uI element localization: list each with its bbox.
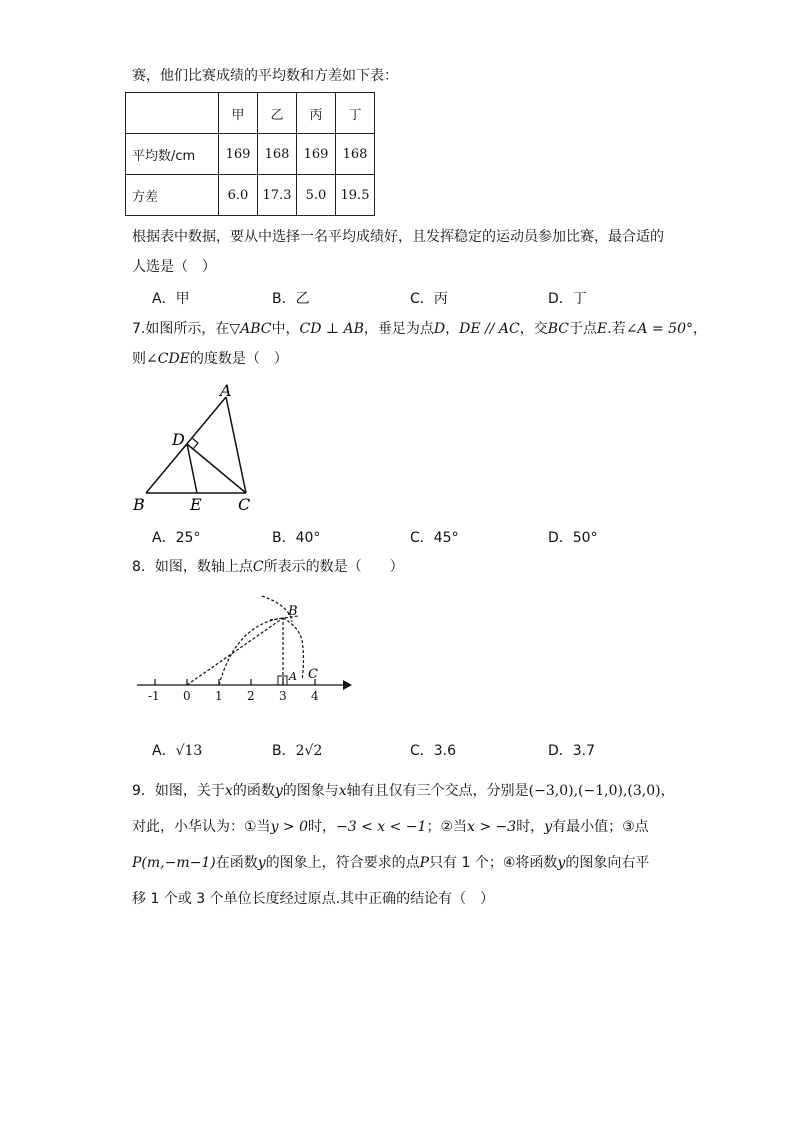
row-label: 平均数/cm <box>126 134 219 175</box>
q7-number: 7. <box>132 321 146 337</box>
label-c: C <box>308 667 318 682</box>
label-a: A <box>289 670 297 683</box>
q9-math: −3 < x < −1 <box>336 819 427 835</box>
label-e: E <box>190 495 202 514</box>
table-cell: 17.3 <box>258 175 297 216</box>
q7-text-line1 <box>132 319 707 339</box>
q9-math: y <box>557 855 566 871</box>
table-cell: 168 <box>336 134 375 175</box>
q9-text: 的图象向右平 <box>565 855 650 871</box>
segment-ab <box>146 397 226 493</box>
segment-ob <box>187 618 283 685</box>
q9-math: x > −3 <box>467 819 517 835</box>
arc-from-1 <box>219 618 283 685</box>
q9-text-line3 <box>132 853 649 873</box>
q7-option-c[interactable]: C．45° <box>410 530 459 546</box>
table-header-cell <box>126 93 219 134</box>
q7-option-b[interactable]: B．40° <box>272 530 321 546</box>
q7-option-d[interactable]: D．50° <box>548 530 598 546</box>
intro-text: 赛，他们比赛成绩的平均数和方差如下表： <box>132 68 398 84</box>
q8-option-b[interactable] <box>272 740 322 760</box>
table-header-cell: 乙 <box>258 93 297 134</box>
q9-math: P <box>419 855 430 871</box>
q9-math: y > 0 <box>270 819 309 835</box>
q7-text: 于点 <box>569 321 598 337</box>
table-header-row <box>126 93 375 134</box>
q7-text: 则 <box>132 351 146 367</box>
q7-text: ， <box>693 321 707 337</box>
q9-text: 时， <box>308 819 337 835</box>
axis-arrow-icon <box>343 680 352 690</box>
table-row <box>126 175 375 216</box>
q9-point-p: P(m,−m−1) <box>132 855 216 871</box>
q8-point-c: C <box>252 559 264 575</box>
q9-text: ；②当 <box>426 819 468 835</box>
q9-math: y <box>544 819 553 835</box>
q8-text-part: 8．如图，数轴上点 <box>132 559 253 575</box>
segment-cd <box>187 444 246 493</box>
q9-math: y <box>274 783 283 799</box>
q9-text: 的图象上，符合要求的点 <box>265 855 420 871</box>
table-cell: 6.0 <box>219 175 258 216</box>
q6-option-c[interactable]: C．丙 <box>410 291 448 307</box>
q9-math: y <box>257 855 266 871</box>
q7-condition-perpendicular: CD ⊥ AB <box>299 321 364 337</box>
arc-to-c <box>283 618 304 680</box>
arc-at-b <box>262 596 292 622</box>
q7-angle-cde: ∠CDE <box>146 351 190 367</box>
q8-option-b-value: 2√2 <box>295 743 323 759</box>
q7-text-line2 <box>132 349 288 369</box>
q7-point-d: D <box>433 321 446 337</box>
tick-label: 4 <box>311 689 319 703</box>
q7-text: ，垂足为点 <box>363 321 434 337</box>
label-a: A <box>220 381 232 400</box>
q9-text-line2 <box>132 817 649 837</box>
table-cell: 169 <box>297 134 336 175</box>
tick-label: 2 <box>247 689 255 703</box>
q7-text: 的度数是（ ） <box>189 351 288 367</box>
q9-math: x <box>338 783 347 799</box>
tick-label: 3 <box>279 689 287 703</box>
table-cell: 5.0 <box>297 175 336 216</box>
q9-text: 时， <box>516 819 545 835</box>
segment-de <box>187 444 197 493</box>
right-angle-mark <box>192 438 198 449</box>
tick-label: 0 <box>183 689 191 703</box>
table-header-cell: 丁 <box>336 93 375 134</box>
q7-angle-a: ∠A = 50° <box>625 321 693 337</box>
segment-ac <box>226 397 246 493</box>
q7-text: .若 <box>607 321 626 337</box>
q9-text: ， <box>660 783 675 799</box>
q9-text: 有最小值；③点 <box>552 819 649 835</box>
q8-option-a-label: A． <box>152 743 176 759</box>
arc-mark-b <box>270 616 298 620</box>
row-label: 方差 <box>126 175 219 216</box>
label-b: B <box>288 604 298 619</box>
q8-option-b-label: B． <box>272 743 296 759</box>
q6-option-a[interactable]: A．甲 <box>152 291 190 307</box>
q7-text: 中， <box>271 321 300 337</box>
q8-option-a[interactable] <box>152 740 202 760</box>
table-row <box>126 134 375 175</box>
q9-text: 轴有且仅有三个交点，分别是 <box>346 783 529 799</box>
score-table <box>125 92 375 216</box>
q9-text-line4: 移 1 个或 3 个单位长度经过原点.其中正确的结论有（ ） <box>132 891 495 907</box>
q8-text-part: 所表示的数是（ ） <box>263 559 404 575</box>
tick-label: -1 <box>148 689 160 703</box>
q8-option-d[interactable]: D．3.7 <box>548 743 596 759</box>
q7-text: ， <box>445 321 460 337</box>
table-cell: 169 <box>219 134 258 175</box>
q6-text-line1: 根据表中数据，要从中选择一名平均成绩好，且发挥稳定的运动员参加比赛，最合适的 <box>132 229 664 245</box>
q7-point-e: E <box>597 321 608 337</box>
right-angle-mark <box>278 676 287 685</box>
table-cell: 168 <box>258 134 297 175</box>
q9-text-line1 <box>132 781 675 801</box>
q7-segment-bc: BC <box>547 321 570 337</box>
q9-math: x <box>224 783 233 799</box>
q8-text <box>132 557 404 577</box>
q9-text: 的图象与 <box>282 783 339 799</box>
q7-option-a[interactable]: A．25° <box>152 530 201 546</box>
q9-intersection-points: (−3,0),(−1,0),(3,0) <box>528 783 661 799</box>
table-cell: 19.5 <box>336 175 375 216</box>
table-header-cell: 甲 <box>219 93 258 134</box>
q8-option-c[interactable]: C．3.6 <box>410 743 457 759</box>
q9-text: 的函数 <box>232 783 275 799</box>
q9-text: 对此，小华认为：①当 <box>132 819 271 835</box>
q9-text: 9．如图，关于 <box>132 783 225 799</box>
q6-text-line2: 人选是（ ） <box>132 259 216 275</box>
q7-text: ，交 <box>519 321 548 337</box>
label-b: B <box>133 495 145 514</box>
q9-text: 在函数 <box>215 855 258 871</box>
q6-option-d[interactable]: D．丁 <box>548 291 587 307</box>
label-d: D <box>172 430 185 449</box>
tick-label: 1 <box>215 689 223 703</box>
q7-triangle: ▽ABC <box>229 321 272 337</box>
q7-condition-parallel: DE // AC <box>459 321 520 337</box>
q7-text: 如图所示，在 <box>145 321 230 337</box>
q9-text: 只有 1 个；④将函数 <box>429 855 558 871</box>
table-header-cell: 丙 <box>297 93 336 134</box>
q6-option-b[interactable]: B．乙 <box>272 291 310 307</box>
label-c: C <box>238 495 251 514</box>
q8-option-a-value: √13 <box>175 743 203 759</box>
